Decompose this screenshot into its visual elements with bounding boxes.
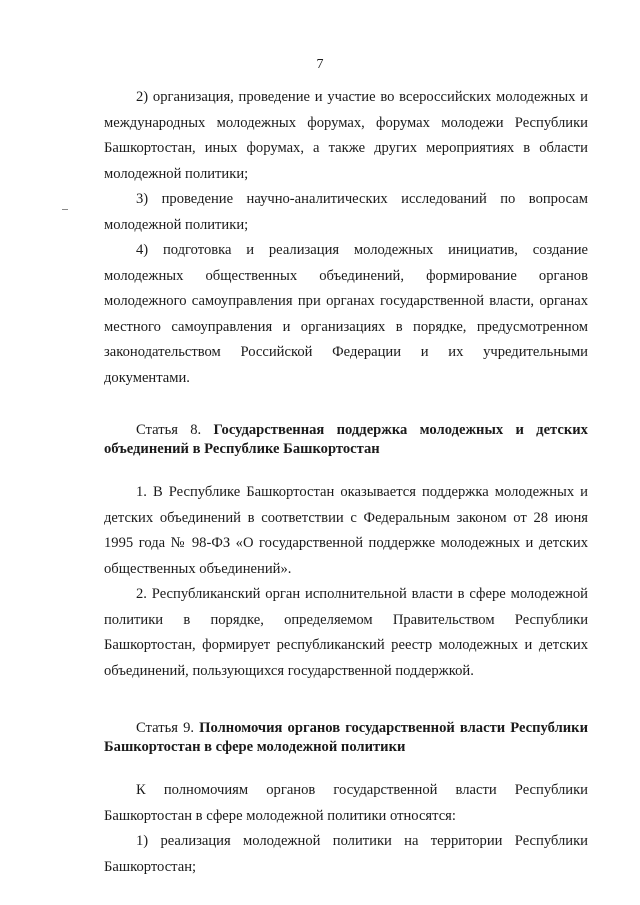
article-8-paragraph-2: 2. Республиканский орган исполнительной власти в сфере молодежной политики в порядке, определяемом Правительством Республики Башкортостан, формирует республиканский реестр молодежных и детских объединений, пользующихся государственной поддержкой. bbox=[104, 586, 588, 679]
article-9-title: Полномочия органов государственной власти Республики Башкортостан в сфере молодежной политики bbox=[104, 720, 588, 755]
article-8-label: Статья 8. bbox=[136, 422, 202, 438]
article-9-paragraph-1: 1) реализация молодежной политики на территории Республики Башкортостан; bbox=[104, 833, 588, 875]
document-body bbox=[104, 85, 588, 880]
article-8-heading bbox=[104, 421, 588, 459]
article-9-paragraph-intro: К полномочиям органов государственной власти Республики Башкортостан в сфере молодежной политики относятся: bbox=[104, 782, 588, 824]
paragraph-item-4: 4) подготовка и реализация молодежных инициатив, создание молодежных общественных объединений, формирование органов молодежного самоуправления при органах государственной власти, органах местного самоуправления и организациях в порядке, предусмотренном законодательством Российской Федерации и их учредительными документами. bbox=[104, 242, 588, 386]
article-9-label: Статья 9. bbox=[136, 720, 195, 736]
article-9-heading bbox=[104, 719, 588, 757]
article-8-paragraph-1: 1. В Республике Башкортостан оказывается поддержка молодежных и детских объединений в соответствии с Федеральным законом от 28 июня 1995 года № 98-ФЗ «О государственной поддержке молодежных и детских общественных объединений». bbox=[104, 484, 588, 577]
paragraph-item-2: 2) организация, проведение и участие во всероссийских молодежных и международных молодежных форумах, форумах молодежи Республики Башкортостан, иных форумах, а также других мероприятиях в области молодежной политики; bbox=[104, 89, 588, 182]
article-8-title: Государственная поддержка молодежных и детских объединений в Республике Башкортостан bbox=[104, 422, 588, 457]
page-number: 7 bbox=[316, 57, 324, 72]
scan-mark bbox=[62, 209, 68, 210]
paragraph-item-3: 3) проведение научно-аналитических исследований по вопросам молодежной политики; bbox=[104, 191, 588, 233]
